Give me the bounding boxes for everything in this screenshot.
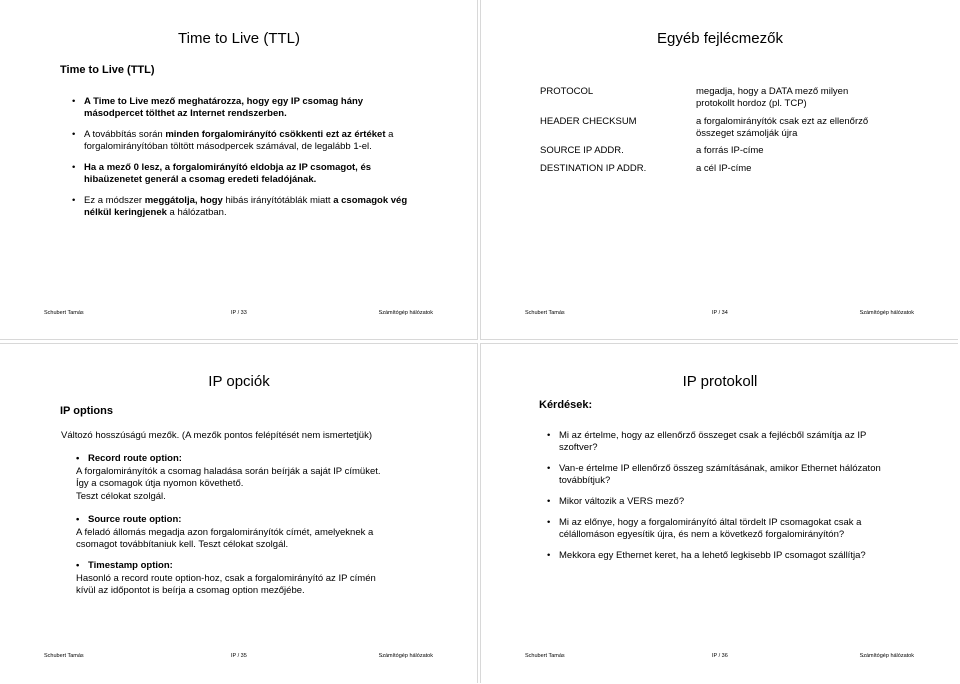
option-title: • Timestamp option: xyxy=(76,560,376,573)
field-desc-header-checksum: a forgalomirányítók csak ezt az ellenőrző összeget számolják újra xyxy=(696,116,869,139)
option-line: Teszt célokat szolgál. xyxy=(76,490,166,502)
field-name-source-ip: SOURCE IP ADDR. xyxy=(540,145,624,156)
question-item: • Van-e értelme IP ellenőrző összeg számításának, amikor Ethernet hálózaton továbbítjuk? xyxy=(547,463,892,487)
question-item: • Mikor változik a VERS mező? xyxy=(547,496,892,508)
slide-title: IP protokoll xyxy=(682,373,758,390)
slide-subtitle: Time to Live (TTL) xyxy=(60,64,155,76)
bullet-bold-text: Ha a mező 0 lesz, a forgalomirányító eldobja az IP csomagot, és hibaüzenetet generál a csomag eredeti feladójának. xyxy=(84,162,372,185)
footer-author: Schubert Tamás xyxy=(525,653,565,659)
field-desc-source-ip: a forrás IP-címe xyxy=(696,145,764,156)
slide-ip-protocol xyxy=(480,343,958,683)
questions-list xyxy=(547,430,892,571)
bullet-bold-text: meggátolja, hogy xyxy=(144,195,223,206)
footer-page: IP / 33 xyxy=(231,310,247,316)
slide-footer xyxy=(525,653,914,661)
field-desc-destination-ip: a cél IP-címe xyxy=(696,163,752,174)
footer-course: Számítógép hálózatok xyxy=(378,653,433,659)
slide-footer xyxy=(525,310,914,318)
bullet-text: A továbbítás során xyxy=(84,129,166,140)
ttl-bullet xyxy=(72,195,412,219)
option-line: kívül az időpontot is beírja a csomag option mezőjébe. xyxy=(76,585,305,596)
ttl-bullet xyxy=(72,162,412,186)
footer-page: IP / 34 xyxy=(712,310,728,316)
bullet-text: a hálózatban. xyxy=(166,207,227,218)
field-name-protocol: PROTOCOL xyxy=(540,86,594,97)
slide-title: Time to Live (TTL) xyxy=(178,30,300,47)
bullet-text: a forgalomirányítóban töltött másodpercek számával, de legalább 1-el. xyxy=(84,129,394,152)
bullet-bold-text: a csomagok vég nélkül keringjenek xyxy=(84,195,408,218)
slide-title: Egyéb fejlécmezők xyxy=(657,30,783,47)
slide-title: IP opciók xyxy=(208,373,270,390)
question-item: • Mi az előnye, hogy a forgalomirányító által tördelt IP csomagokat csak a célállomáson egyesítik újra, és nem a következő forgalomirányítón? xyxy=(547,517,892,541)
slide-subtitle: Kérdések: xyxy=(539,399,593,411)
field-name-destination-ip: DESTINATION IP ADDR. xyxy=(540,163,647,174)
option-record-route xyxy=(76,453,381,503)
ttl-bullet xyxy=(72,129,412,153)
footer-course: Számítógép hálózatok xyxy=(859,310,914,316)
slide-header-fields xyxy=(480,0,958,340)
footer-course: Számítógép hálózatok xyxy=(859,653,914,659)
footer-page: IP / 35 xyxy=(231,653,247,659)
footer-author: Schubert Tamás xyxy=(525,310,565,316)
ttl-bullet xyxy=(72,96,412,120)
option-title: • Record route option: xyxy=(76,453,381,466)
field-name-header-checksum: HEADER CHECKSUM xyxy=(540,116,637,127)
slide-subtitle: IP options xyxy=(60,405,113,417)
option-timestamp xyxy=(76,560,376,598)
ttl-bullet-list xyxy=(72,96,412,228)
slide-footer xyxy=(44,310,433,318)
option-line: A forgalomirányítók a csomag haladása során beírják a saját IP címüket. xyxy=(76,465,381,477)
footer-author: Schubert Tamás xyxy=(44,310,84,316)
bullet-text: hibás irányítótáblák miatt xyxy=(222,195,334,206)
footer-page: IP / 36 xyxy=(712,653,728,659)
bullet-text: Ez a módszer xyxy=(84,195,145,206)
slide-footer xyxy=(44,653,433,661)
footer-course: Számítógép hálózatok xyxy=(378,310,433,316)
option-line: csomagot továbbítaniuk kell. Teszt célokat szolgál. xyxy=(76,539,289,550)
option-source-route xyxy=(76,514,373,552)
slide-ip-options xyxy=(0,343,478,683)
option-line: Hasonló a record route option-hoz, csak a forgalomirányító az IP címén xyxy=(76,572,376,584)
question-item: • Mekkora egy Ethernet keret, ha a lehető legkisebb IP csomagot szállítja? xyxy=(547,550,892,562)
bullet-bold-text: A Time to Live mező meghatározza, hogy egy IP csomag hány másodpercet tölthet az Internet rendszerben. xyxy=(84,96,364,119)
field-desc-protocol: megadja, hogy a DATA mező milyen protokollt hordoz (pl. TCP) xyxy=(696,86,849,109)
option-title: • Source route option: xyxy=(76,514,373,527)
footer-author: Schubert Tamás xyxy=(44,653,84,659)
options-intro: Változó hosszúságú mezők. (A mezők pontos felépítését nem ismertetjük) xyxy=(61,430,373,441)
option-line: Így a csomagok útja nyomon követhető. xyxy=(76,478,244,489)
slide-ttl xyxy=(0,0,478,340)
option-line: A feladó állomás megadja azon forgalomirányítók címét, amelyeknek a xyxy=(76,526,374,538)
bullet-bold-text: minden forgalomirányító csökkenti ezt az értéket xyxy=(165,129,386,140)
question-item: • Mi az értelme, hogy az ellenőrző összeget csak a fejlécből számítja az IP szoftver? xyxy=(547,430,892,454)
